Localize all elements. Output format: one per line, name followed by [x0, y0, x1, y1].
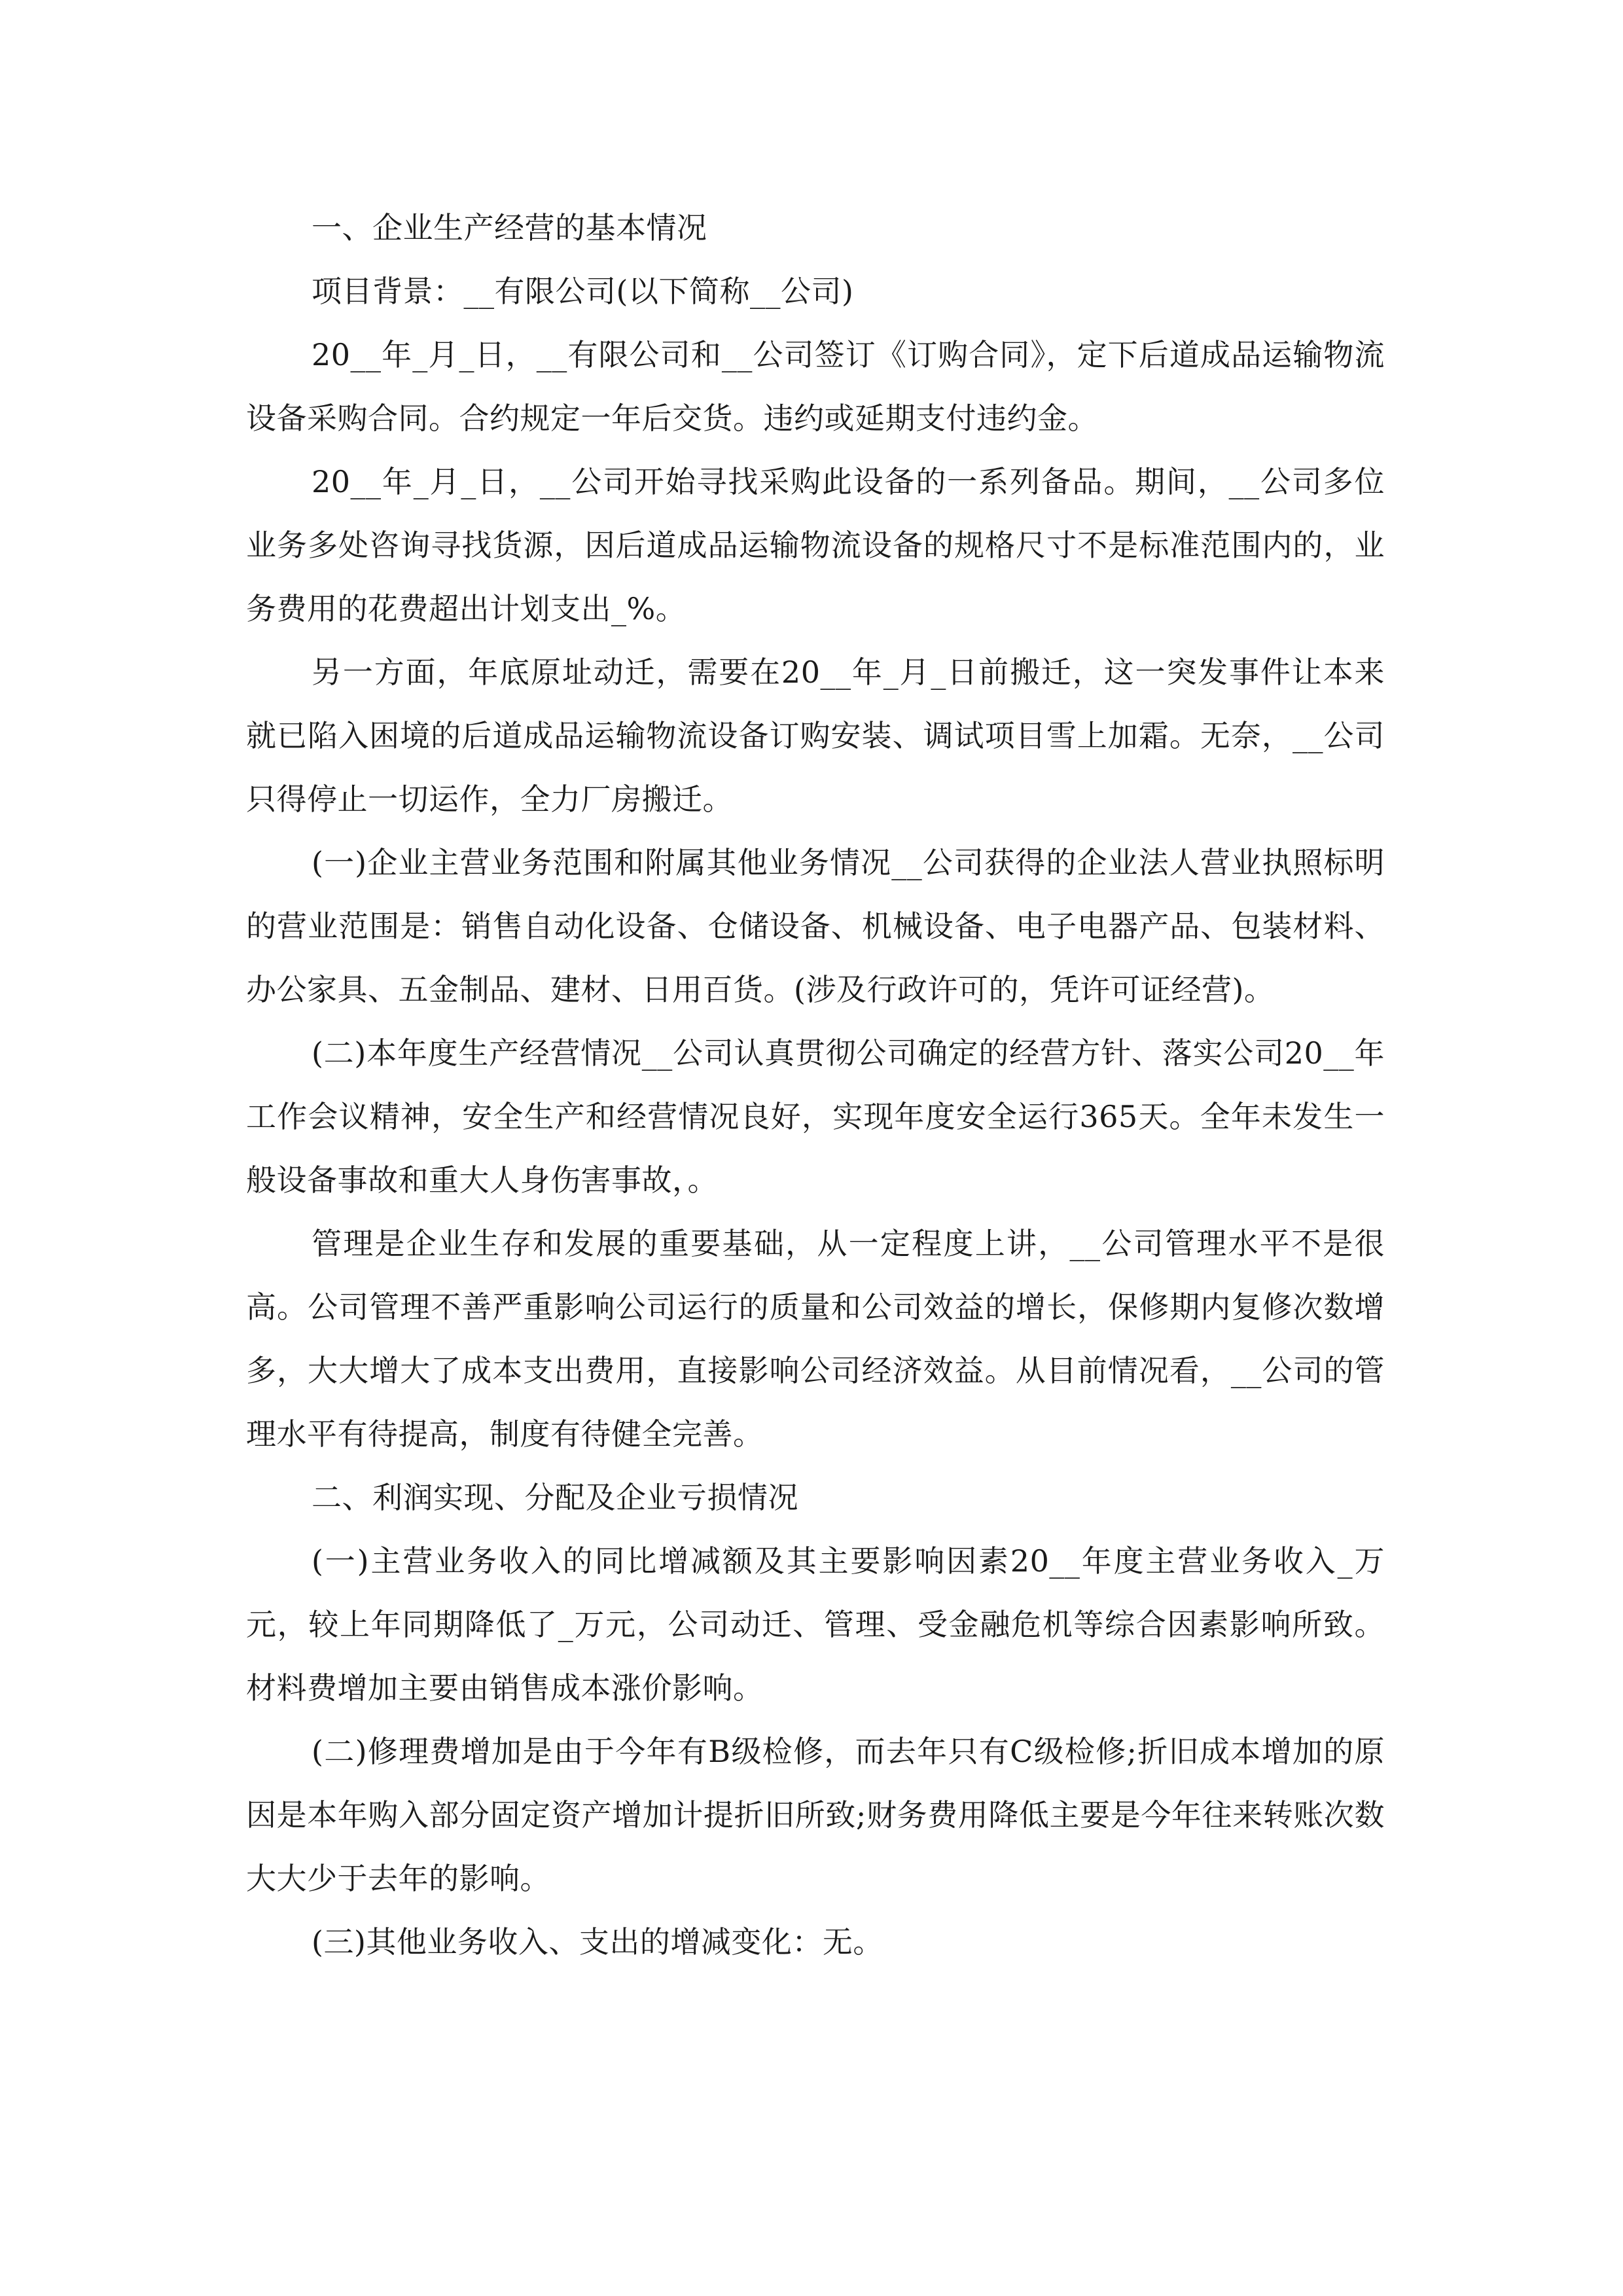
paragraph-relocation: 另一方面，年底原址动迁，需要在20__年_月_日前搬迁，这一突发事件让本来就已陷入困境的后道成品运输物流设备订购安装、调试项目雪上加霜。无奈，__公司只得停止一切运作，全力厂房搬迁。: [246, 655, 1385, 817]
paragraph-management: 管理是企业生存和发展的重要基础，从一定程度上讲，__公司管理水平不是很高。公司管理不善严重影响公司运行的质量和公司效益的增长，保修期内复修次数增多，大大增大了成本支出费用，直接影响公司经济效益。从目前情况看，__公司的管理水平有待提高，制度有待健全完善。: [246, 1226, 1385, 1452]
paragraph-project-background: 项目背景：__有限公司(以下简称__公司): [312, 274, 854, 309]
section-heading-2: 二、利润实现、分配及企业亏损情况: [312, 1480, 798, 1515]
paragraph-contract: 20__年_月_日，__有限公司和__公司签订《订购合同》，定下后道成品运输物流设备采购合同。合约规定一年后交货。违约或延期支付违约金。: [246, 337, 1385, 436]
paragraph-other-income: (三)其他业务收入、支出的增减变化：无。: [312, 1924, 883, 1960]
paragraph-business-scope: (一)企业主营业务范围和附属其他业务情况__公司获得的企业法人营业执照标明的营业范围是：销售自动化设备、仓储设备、机械设备、电子电器产品、包装材料、办公家具、五金制品、建材、日用百货。(涉及行政许可的，凭许可证经营)。: [246, 845, 1385, 1007]
paragraph-main-revenue: (一)主营业务收入的同比增减额及其主要影响因素20__年度主营业务收入_万元，较上年同期降低了_万元，公司动迁、管理、受金融危机等综合因素影响所致。材料费增加主要由销售成本涨价影响。: [246, 1543, 1385, 1706]
paragraph-operations: (二)本年度生产经营情况__公司认真贯彻公司确定的经营方针、落实公司20__年工作会议精神，安全生产和经营情况良好，实现年度安全运行365天。全年未发生一般设备事故和重大人身伤害事故，。: [246, 1035, 1385, 1198]
section-heading-1: 一、企业生产经营的基本情况: [312, 210, 707, 245]
document-body: [246, 196, 1385, 1974]
paragraph-repair-costs: (二)修理费增加是由于今年有B级检修，而去年只有C级检修;折旧成本增加的原因是本年购入部分固定资产增加计提折旧所致;财务费用降低主要是今年往来转账次数大大少于去年的影响。: [246, 1734, 1385, 1896]
paragraph-sourcing: 20__年_月_日，__公司开始寻找采购此设备的一系列备品。期间，__公司多位业务多处咨询寻找货源，因后道成品运输物流设备的规格尺寸不是标准范围内的，业务费用的花费超出计划支出_%。: [246, 464, 1385, 626]
